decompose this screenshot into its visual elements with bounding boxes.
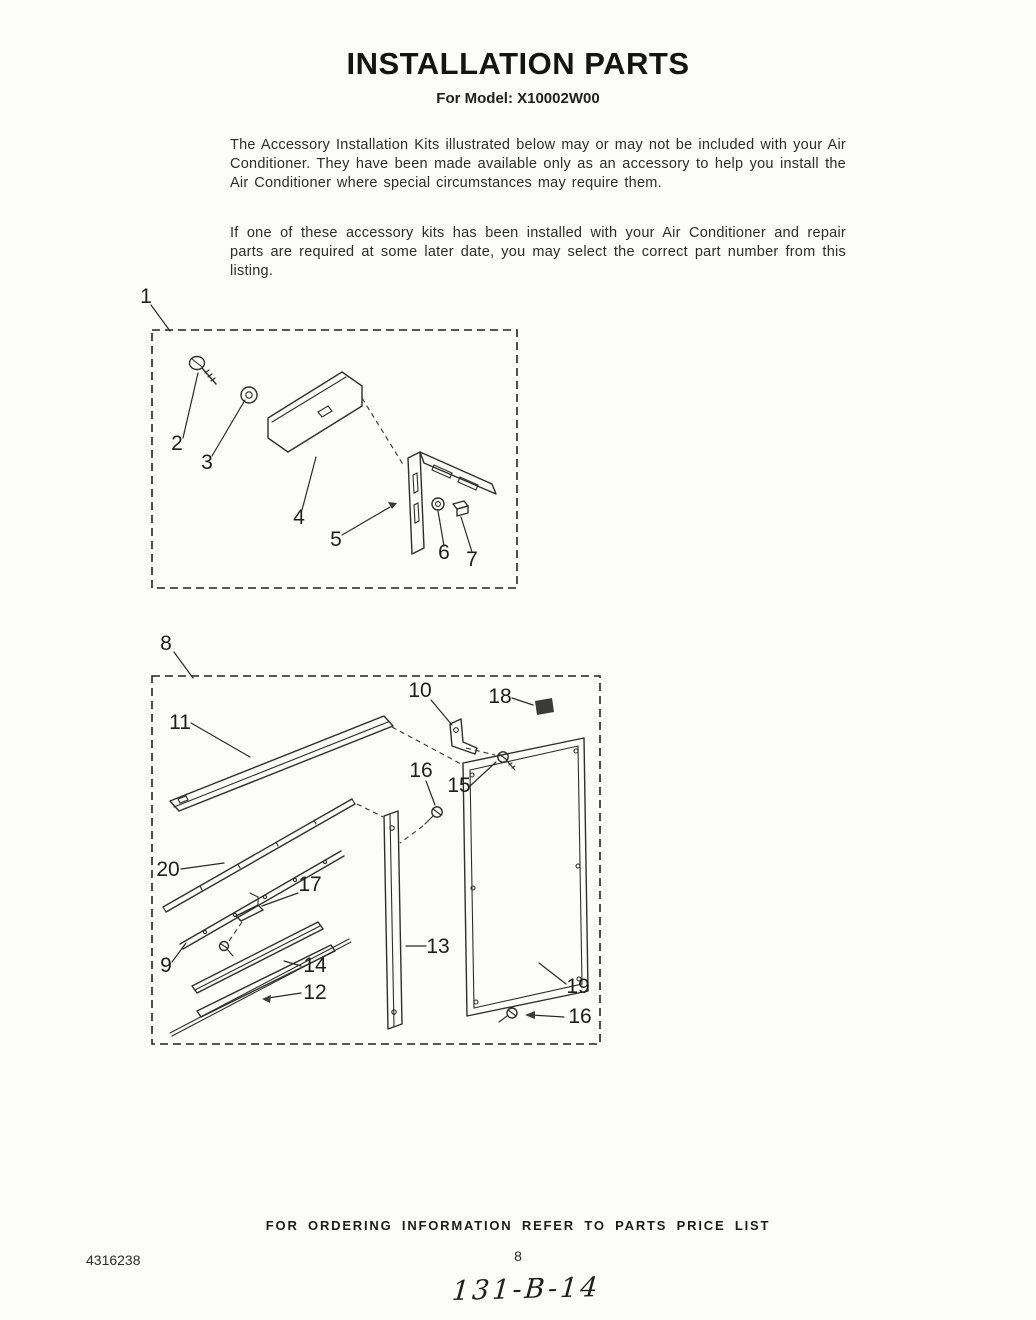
part-callout: 14 (303, 954, 327, 977)
kit8-label-tick (174, 652, 193, 678)
foam-pad-drawing (535, 698, 554, 715)
washer-icon (241, 387, 257, 403)
kit-number-label: 8 (160, 632, 172, 655)
top-rail-drawing (170, 716, 393, 811)
kit1-assembly-dash-line (362, 398, 404, 466)
kit1-leader-lines (183, 373, 472, 552)
seal-strip-drawing (163, 799, 355, 912)
part-callout: 16 (409, 759, 433, 782)
kit8-diagram (152, 632, 600, 1044)
kit8-boundary-box (152, 676, 600, 1044)
part-callout: 2 (171, 432, 183, 455)
angle-bracket-drawing (408, 452, 496, 554)
screw-icon (190, 357, 217, 385)
screw-icon (499, 1008, 517, 1022)
part-callout: 5 (330, 528, 342, 551)
washer-icon (432, 498, 444, 510)
part-callout: 7 (466, 548, 478, 571)
part-callout: 20 (156, 858, 180, 881)
rail-drawing (170, 939, 351, 1036)
kit8-leader-lines (172, 698, 566, 1019)
model-subtitle: For Model: X10002W00 (436, 90, 600, 107)
side-panel-drawing (463, 738, 588, 1016)
part-callout: 12 (303, 981, 327, 1004)
angle-clip-drawing (450, 719, 477, 754)
kit1-label-tick (151, 305, 170, 331)
kit1-diagram (140, 285, 517, 588)
part-callout: 3 (201, 451, 213, 474)
handwritten-code: 131-B-14 (450, 1272, 602, 1307)
intro-paragraph-2: If one of these accessory kits has been installed with your Air Conditioner and repair parts are required at some later date, you may select the correct part number from this listing. (230, 225, 846, 280)
screw-icon (400, 807, 442, 843)
rail-drawing (192, 922, 323, 993)
part-callout: 4 (293, 506, 305, 529)
clip-bracket-drawing (220, 893, 264, 956)
part-callout: 16 (568, 1005, 592, 1028)
page-title: INSTALLATION PARTS (346, 46, 690, 81)
part-callout: 19 (566, 975, 590, 998)
cover-plate-drawing (268, 372, 362, 452)
kit-number-label: 1 (140, 285, 152, 308)
part-callout: 11 (169, 711, 191, 734)
page-number: 8 (514, 1248, 522, 1264)
screw-icon (466, 748, 515, 770)
kit1-boundary-box (152, 330, 517, 588)
part-callout: 10 (408, 679, 432, 702)
perforated-strip-drawing (180, 851, 344, 949)
intro-paragraph-1: The Accessory Installation Kits illustrated below may or may not be included with your Air Conditioner. They have been made available only as an accessory to help you install the Air Conditioner where special circumstances may require them. (230, 137, 846, 192)
kit8-assembly-dash-lines (357, 727, 461, 817)
ordering-note: FOR ORDERING INFORMATION REFER TO PARTS PRICE LIST (265, 1218, 771, 1233)
part-callout: 18 (488, 685, 512, 708)
vertical-channel-drawing (384, 811, 402, 1029)
part-callout: 17 (298, 873, 322, 896)
part-callout: 13 (426, 935, 450, 958)
document-number: 4316238 (86, 1252, 141, 1268)
part-callout: 15 (447, 774, 471, 797)
part-callout: 9 (160, 954, 172, 977)
nut-icon (453, 501, 468, 516)
part-callout: 6 (438, 541, 450, 564)
